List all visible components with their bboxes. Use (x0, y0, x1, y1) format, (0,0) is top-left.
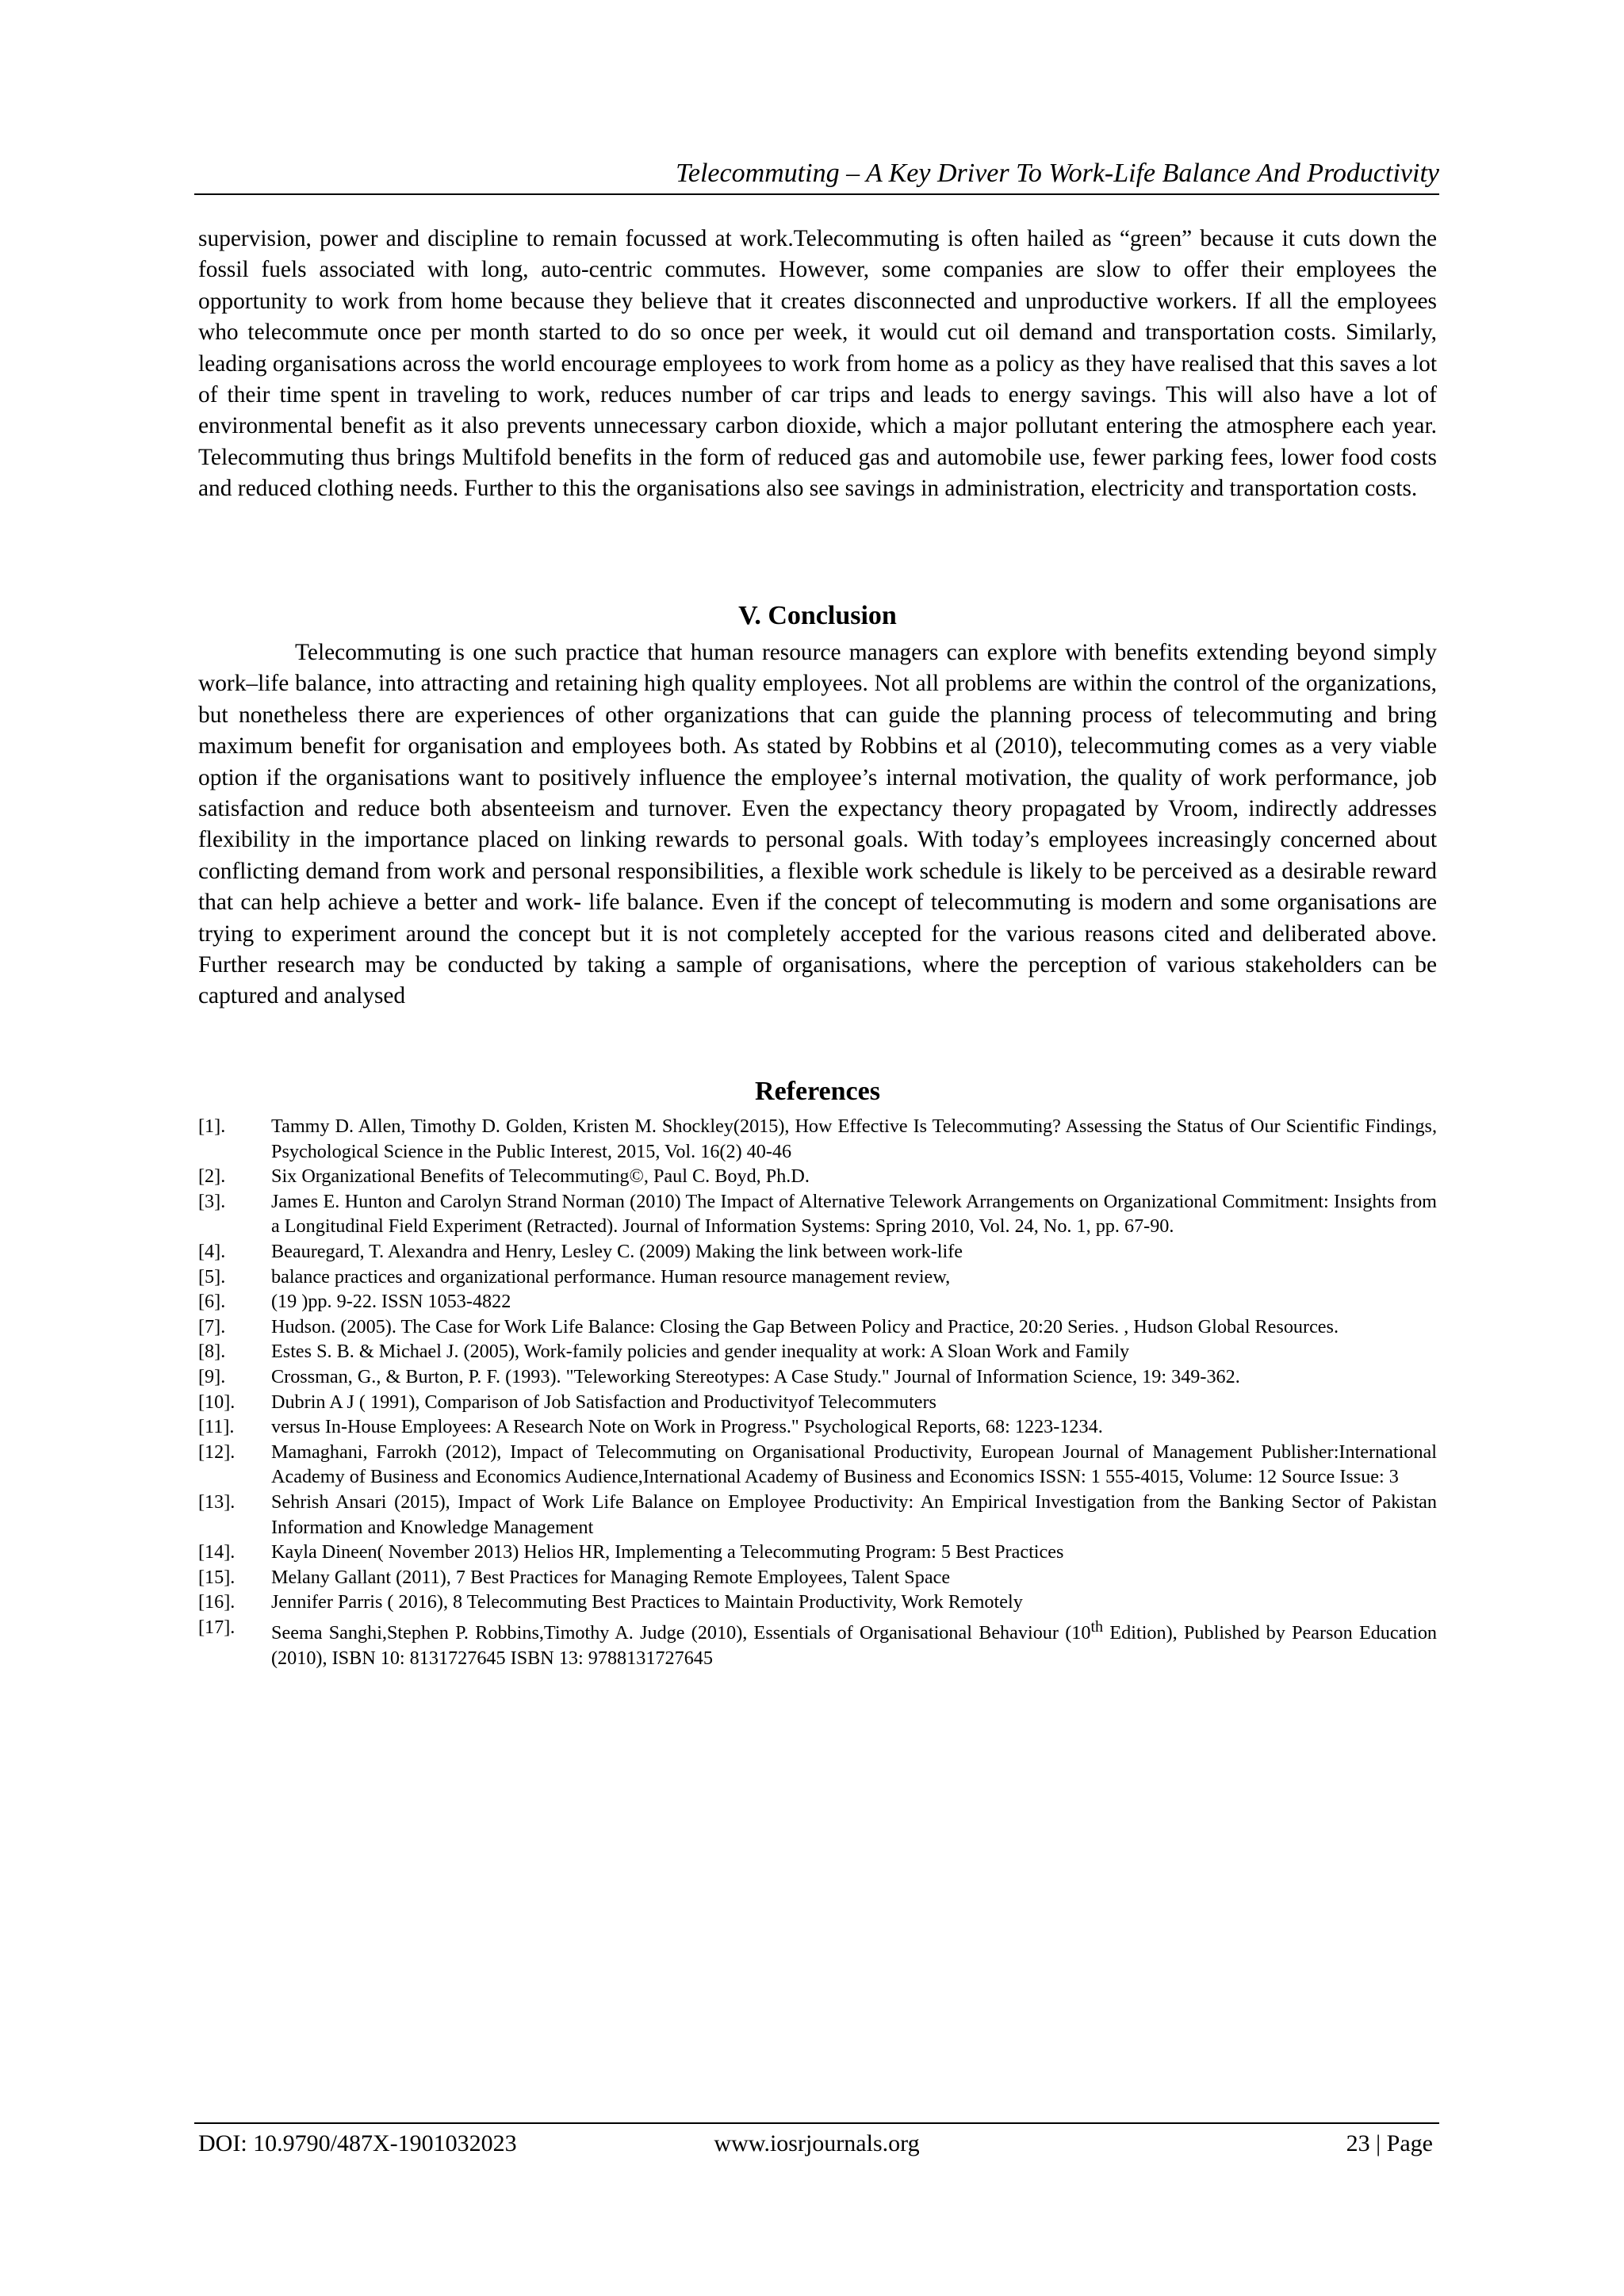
reference-text: Estes S. B. & Michael J. (2005), Work-family policies and gender inequality at work: A Sloan Work and Family (271, 1341, 1130, 1363)
superscript: th (1090, 1617, 1104, 1636)
reference-item (198, 1540, 1437, 1565)
reference-text: Dubrin A J ( 1991), Comparison of Job Satisfaction and Productivityof Telecommuters (271, 1391, 936, 1413)
conclusion-heading: V. Conclusion (738, 601, 897, 630)
reference-text: James E. Hunton and Carolyn Strand Norman (2010) The Impact of Alternative Telework Arrangements on Organizational Commitment: Insights from a Longitudinal Field Experiment (Retracted). Journal of Information Systems: Spring 2010, Vol. 24, No. 1, pp. 67-90. (271, 1190, 1437, 1238)
reference-number: [7]. (198, 1315, 226, 1337)
reference-text-part: Edition), Published by Pearson Education (2010), ISBN 10: 8131727645 ISBN 13: 9788131727645 (271, 1621, 1438, 1669)
doi-label: DOI: 10.9790/487X-1901032023 (198, 2130, 517, 2156)
reference-number: [12]. (198, 1441, 236, 1463)
reference-number: [8]. (198, 1341, 226, 1363)
page-header (194, 152, 1439, 195)
reference-number: [4]. (198, 1240, 226, 1262)
reference-text-part: Seema Sanghi,Stephen P. Robbins,Timothy A. Judge (2010), Essentials of Organisational Behaviour (10 (271, 1621, 1091, 1644)
references-heading: References (755, 1077, 880, 1106)
running-title: Telecommuting – A Key Driver To Work-Life Balance And Productivity (676, 159, 1439, 188)
conclusion-paragraph: Telecommuting is one such practice that human resource managers can explore with benefits extending beyond simply work–life balance, into attracting and retaining high quality employees. Not all problems are within the control of the organizations, but nonetheless there are experiences of other organizations that can guide the planning process of telecommuting and bring maximum benefit for organisation and employees both. As stated by Robbins et al (2010), telecommuting comes as a very viable option if the organisations want to positively influence the employee’s internal motivation, the quality of work performance, job satisfaction and reduce both absenteeism and turnover. Even the expectancy theory propagated by Vroom, indirectly addresses flexibility in the importance placed on linking rewards to personal goals. With today’s employees increasingly concerned about conflicting demand from work and personal responsibilities, a flexible work schedule is likely to be perceived as a desirable reward that can help achieve a better and work- life balance. Even if the concept of telecommuting is modern and some organisations are trying to experiment around the concept but it is not completely accepted for the various reasons cited and deliberated above. Further research may be conducted by taking a sample of organisations, where the perception of various stakeholders can be captured and analysed (198, 640, 1437, 1009)
reference-item (198, 1615, 1437, 1670)
reference-item (198, 1565, 1437, 1590)
reference-number: [10]. (198, 1391, 236, 1413)
reference-item (198, 1164, 1437, 1189)
reference-item (198, 1339, 1437, 1364)
reference-item (198, 1390, 1437, 1415)
reference-number: [2]. (198, 1165, 226, 1188)
reference-item (198, 1314, 1437, 1340)
reference-text: balance practices and organizational performance. Human resource management review, (271, 1265, 951, 1288)
reference-text: versus In-House Employees: A Research Note on Work in Progress." Psychological Reports, 68: 1223-1234. (271, 1416, 1103, 1438)
reference-number: [17]. (198, 1616, 236, 1638)
reference-text: (19 )pp. 9-22. ISSN 1053-4822 (271, 1291, 511, 1313)
reference-item (198, 1265, 1437, 1290)
reference-number: [3]. (198, 1190, 226, 1212)
reference-number: [11]. (198, 1416, 235, 1438)
reference-item (198, 1414, 1437, 1440)
reference-number: [1]. (198, 1115, 226, 1137)
reference-item (198, 1189, 1437, 1239)
reference-item (198, 1239, 1437, 1265)
reference-text (271, 1615, 1437, 1670)
reference-text: Jennifer Parris ( 2016), 8 Telecommuting Best Practices to Maintain Productivity, Work Remotely (271, 1591, 1023, 1613)
reference-item (198, 1490, 1437, 1540)
reference-list (198, 1114, 1437, 1670)
reference-text: Six Organizational Benefits of Telecommuting©, Paul C. Boyd, Ph.D. (271, 1165, 810, 1188)
reference-text: Melany Gallant (2011), 7 Best Practices for Managing Remote Employees, Talent Space (271, 1566, 951, 1588)
reference-text: Mamaghani, Farrokh (2012), Impact of Telecommuting on Organisational Productivity, European Journal of Management Publisher:International Academy of Business and Economics Audience,International Academy of Business and Economics ISSN: 1 555-4015, Volume: 12 Source Issue: 3 (271, 1441, 1437, 1488)
reference-number: [15]. (198, 1566, 236, 1588)
reference-item (198, 1114, 1437, 1164)
reference-number: [14]. (198, 1541, 236, 1563)
page-footer (194, 2122, 1439, 2160)
journal-website: www.iosrjournals.org (714, 2130, 920, 2156)
reference-text: Sehrish Ansari (2015), Impact of Work Life Balance on Employee Productivity: An Empirical Investigation from the Banking Sector of Pakistan Information and Knowledge Management (271, 1490, 1437, 1538)
reference-text: Crossman, G., & Burton, P. F. (1993). "Teleworking Stereotypes: A Case Study." Journal of Information Science, 19: 349-362. (271, 1365, 1240, 1387)
reference-number: [6]. (198, 1291, 226, 1313)
reference-item (198, 1440, 1437, 1490)
reference-number: [5]. (198, 1265, 226, 1288)
reference-text: Tammy D. Allen, Timothy D. Golden, Kristen M. Shockley(2015), How Effective Is Telecommuting? Assessing the Status of Our Scientific Findings, Psychological Science in the Public Interest, 2015, Vol. 16(2) 40-46 (271, 1115, 1437, 1162)
reference-text: Hudson. (2005). The Case for Work Life Balance: Closing the Gap Between Policy and Practice, 20:20 Series. , Hudson Global Resources. (271, 1315, 1339, 1337)
reference-item (198, 1364, 1437, 1390)
reference-number: [13]. (198, 1490, 236, 1513)
reference-text: Beauregard, T. Alexandra and Henry, Lesley C. (2009) Making the link between work-life (271, 1240, 963, 1262)
reference-item (198, 1590, 1437, 1615)
reference-text: Kayla Dineen( November 2013) Helios HR, Implementing a Telecommuting Program: 5 Best Practices (271, 1541, 1064, 1563)
reference-number: [16]. (198, 1591, 236, 1613)
body-paragraph: supervision, power and discipline to remain focussed at work.Telecommuting is often hailed as “green” because it cuts down the fossil fuels associated with long, auto-centric commutes. However, some companies are slow to offer their employees the opportunity to work from home because they believe that it creates disconnected and unproductive workers. If all the employees who telecommute once per month started to do so once per week, it would cut oil demand and transportation costs. Similarly, leading organisations across the world encourage employees to work from home as a policy as they have realised that this saves a lot of their time spent in traveling to work, reduces number of car trips and leads to energy savings. This will also have a lot of environmental benefit as it also prevents unnecessary carbon dioxide, which a major pollutant entering the atmosphere each year. Telecommuting thus brings Multifold benefits in the form of reduced gas and automobile use, fewer parking fees, lower food costs and reduced clothing needs. Further to this the organisations also see savings in administration, electricity and transportation costs. (198, 226, 1437, 502)
reference-number: [9]. (198, 1365, 226, 1387)
page-number: 23 | Page (1346, 2130, 1433, 2156)
reference-item (198, 1289, 1437, 1314)
